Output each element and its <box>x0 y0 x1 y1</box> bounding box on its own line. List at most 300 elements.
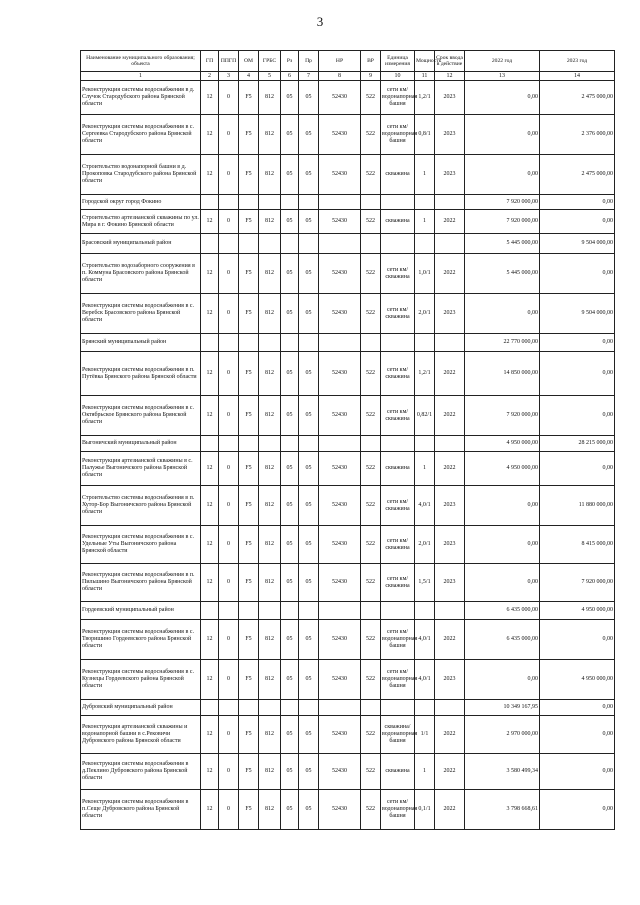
term-cell: 2022 <box>435 254 465 294</box>
power-cell: 4,0/1 <box>415 660 435 700</box>
om-cell: F5 <box>239 564 259 602</box>
power-cell: 1 <box>415 452 435 486</box>
nr-cell: 52430 <box>319 754 361 790</box>
om-cell: F5 <box>239 452 259 486</box>
page-number: 3 <box>316 14 324 29</box>
empty-cell <box>299 334 319 352</box>
grbs-cell: 812 <box>259 210 281 234</box>
empty-cell <box>319 234 361 254</box>
index-cell: 7 <box>299 72 319 81</box>
object-row <box>81 754 615 790</box>
empty-cell <box>259 195 281 210</box>
header-grbs: ГРБС <box>259 51 281 72</box>
grbs-cell: 812 <box>259 564 281 602</box>
grbs-cell: 812 <box>259 294 281 334</box>
header-name: Наименование муниципального образования; объекта <box>81 51 201 72</box>
unit-cell: сети км/скважина <box>381 294 415 334</box>
om-cell: F5 <box>239 115 259 155</box>
amount-2023-cell: 0,00 <box>540 452 615 486</box>
nr-cell: 52430 <box>319 115 361 155</box>
empty-cell <box>239 334 259 352</box>
investment-table <box>80 50 615 830</box>
gp-cell: 12 <box>201 660 219 700</box>
rz-cell: 05 <box>281 716 299 754</box>
empty-cell <box>239 195 259 210</box>
header-pr: Пр <box>299 51 319 72</box>
index-cell: 6 <box>281 72 299 81</box>
gp-cell: 12 <box>201 155 219 195</box>
empty-cell <box>415 234 435 254</box>
empty-cell <box>239 234 259 254</box>
ppgp-cell: 0 <box>219 81 239 115</box>
om-cell: F5 <box>239 155 259 195</box>
vr-cell: 522 <box>361 790 381 830</box>
empty-cell <box>361 602 381 620</box>
empty-cell <box>435 334 465 352</box>
power-cell: 1 <box>415 754 435 790</box>
unit-cell: скважина <box>381 210 415 234</box>
header-power: Мощность <box>415 51 435 72</box>
object-name: Реконструкция системы водоснабжения в с. Сергеевка Стародубского района Брянской области <box>81 115 201 155</box>
index-cell: 11 <box>415 72 435 81</box>
power-cell: 1,0/1 <box>415 254 435 294</box>
empty-cell <box>415 195 435 210</box>
header-ppgp: ППГП <box>219 51 239 72</box>
object-name: Реконструкция системы водоснабжения в с. Веребск Брасовского района Брянской области <box>81 294 201 334</box>
empty-cell <box>381 195 415 210</box>
object-row <box>81 790 615 830</box>
empty-cell <box>219 234 239 254</box>
gp-cell: 12 <box>201 254 219 294</box>
object-row <box>81 660 615 700</box>
ppgp-cell: 0 <box>219 396 239 436</box>
term-cell: 2022 <box>435 452 465 486</box>
object-row <box>81 155 615 195</box>
object-name: Реконструкция системы водоснабжения в п. Путёвка Брянского района Брянской области <box>81 352 201 396</box>
power-cell: 0,8/1 <box>415 115 435 155</box>
section-row <box>81 436 615 452</box>
empty-cell <box>281 195 299 210</box>
amount-2023-cell: 2 475 000,00 <box>540 155 615 195</box>
term-cell: 2022 <box>435 716 465 754</box>
empty-cell <box>281 700 299 716</box>
index-cell: 1 <box>81 72 201 81</box>
gp-cell: 12 <box>201 352 219 396</box>
object-name: Реконструкция системы водоснабжения в д.Пеклино Дубровского района Брянской области <box>81 754 201 790</box>
nr-cell: 52430 <box>319 294 361 334</box>
header-term: Срок ввода в действие <box>435 51 465 72</box>
term-cell: 2023 <box>435 564 465 602</box>
gp-cell: 12 <box>201 486 219 526</box>
empty-cell <box>219 700 239 716</box>
amount-2022-cell: 0,00 <box>465 294 540 334</box>
grbs-cell: 812 <box>259 352 281 396</box>
rz-cell: 05 <box>281 452 299 486</box>
empty-cell <box>361 436 381 452</box>
grbs-cell: 812 <box>259 254 281 294</box>
empty-cell <box>259 436 281 452</box>
object-row <box>81 352 615 396</box>
rz-cell: 05 <box>281 294 299 334</box>
vr-cell: 522 <box>361 115 381 155</box>
nr-cell: 52430 <box>319 564 361 602</box>
grbs-cell: 812 <box>259 81 281 115</box>
section-name: Дубровский муниципальный район <box>81 700 201 716</box>
rz-cell: 05 <box>281 790 299 830</box>
empty-cell <box>381 436 415 452</box>
vr-cell: 522 <box>361 294 381 334</box>
term-cell: 2022 <box>435 352 465 396</box>
empty-cell <box>381 602 415 620</box>
header-rz: Рз <box>281 51 299 72</box>
rz-cell: 05 <box>281 660 299 700</box>
pr-cell: 05 <box>299 660 319 700</box>
ppgp-cell: 0 <box>219 294 239 334</box>
empty-cell <box>299 436 319 452</box>
section-total-2022: 5 445 000,00 <box>465 234 540 254</box>
amount-2022-cell: 0,00 <box>465 115 540 155</box>
section-name: Гордеевский муниципальный район <box>81 602 201 620</box>
amount-2022-cell: 3 798 668,61 <box>465 790 540 830</box>
index-cell: 3 <box>219 72 239 81</box>
empty-cell <box>219 602 239 620</box>
empty-cell <box>259 234 281 254</box>
pr-cell: 05 <box>299 564 319 602</box>
unit-cell: скважина <box>381 155 415 195</box>
gp-cell: 12 <box>201 210 219 234</box>
term-cell: 2022 <box>435 396 465 436</box>
rz-cell: 05 <box>281 155 299 195</box>
power-cell: 2,0/1 <box>415 526 435 564</box>
empty-cell <box>299 602 319 620</box>
term-cell: 2023 <box>435 155 465 195</box>
vr-cell: 522 <box>361 564 381 602</box>
om-cell: F5 <box>239 620 259 660</box>
term-cell: 2022 <box>435 754 465 790</box>
object-name: Строительство водонапорной башни в д. Прокоповка Стародубского района Брянской области <box>81 155 201 195</box>
empty-cell <box>299 700 319 716</box>
empty-cell <box>259 700 281 716</box>
ppgp-cell: 0 <box>219 452 239 486</box>
om-cell: F5 <box>239 486 259 526</box>
vr-cell: 522 <box>361 396 381 436</box>
vr-cell: 522 <box>361 754 381 790</box>
ppgp-cell: 0 <box>219 716 239 754</box>
grbs-cell: 812 <box>259 660 281 700</box>
grbs-cell: 812 <box>259 716 281 754</box>
vr-cell: 522 <box>361 155 381 195</box>
power-cell: 1 <box>415 210 435 234</box>
empty-cell <box>319 602 361 620</box>
amount-2023-cell: 0,00 <box>540 754 615 790</box>
object-row <box>81 452 615 486</box>
header-nr: НР <box>319 51 361 72</box>
object-row <box>81 620 615 660</box>
amount-2023-cell: 0,00 <box>540 620 615 660</box>
empty-cell <box>299 195 319 210</box>
rz-cell: 05 <box>281 486 299 526</box>
pr-cell: 05 <box>299 294 319 334</box>
amount-2022-cell: 0,00 <box>465 564 540 602</box>
term-cell: 2023 <box>435 660 465 700</box>
object-name: Реконструкция системы водоснабжения в с. Удельные Уты Выгоничского района Брянской области <box>81 526 201 564</box>
amount-2022-cell: 7 920 000,00 <box>465 396 540 436</box>
term-cell: 2023 <box>435 294 465 334</box>
object-name: Реконструкция системы водоснабжения в д. Случок Стародубского района Брянской области <box>81 81 201 115</box>
section-total-2022: 4 950 000,00 <box>465 436 540 452</box>
header-2022: 2022 год <box>465 51 540 72</box>
power-cell: 1,5/1 <box>415 564 435 602</box>
index-cell: 2 <box>201 72 219 81</box>
power-cell: 0,82/1 <box>415 396 435 436</box>
grbs-cell: 812 <box>259 452 281 486</box>
empty-cell <box>201 334 219 352</box>
section-total-2023: 28 215 000,00 <box>540 436 615 452</box>
term-cell: 2022 <box>435 790 465 830</box>
empty-cell <box>239 700 259 716</box>
nr-cell: 52430 <box>319 254 361 294</box>
amount-2022-cell: 7 920 000,00 <box>465 210 540 234</box>
nr-cell: 52430 <box>319 486 361 526</box>
amount-2022-cell: 0,00 <box>465 526 540 564</box>
amount-2023-cell: 0,00 <box>540 790 615 830</box>
empty-cell <box>201 234 219 254</box>
rz-cell: 05 <box>281 254 299 294</box>
object-name: Реконструкция артезианской скважины в с. Палужье Выгоничского района Брянской области <box>81 452 201 486</box>
vr-cell: 522 <box>361 486 381 526</box>
empty-cell <box>219 195 239 210</box>
unit-cell: сети км/водонапорная башня <box>381 790 415 830</box>
ppgp-cell: 0 <box>219 155 239 195</box>
empty-cell <box>259 602 281 620</box>
object-name: Реконструкция системы водоснабжения в п. Пильшино Выгоничского района Брянской области <box>81 564 201 602</box>
object-row <box>81 81 615 115</box>
amount-2023-cell: 11 880 000,00 <box>540 486 615 526</box>
object-row <box>81 254 615 294</box>
amount-2023-cell: 8 415 000,00 <box>540 526 615 564</box>
empty-cell <box>239 602 259 620</box>
nr-cell: 52430 <box>319 716 361 754</box>
empty-cell <box>435 700 465 716</box>
section-total-2023: 9 504 000,00 <box>540 234 615 254</box>
pr-cell: 05 <box>299 526 319 564</box>
section-total-2022: 7 920 000,00 <box>465 195 540 210</box>
object-name: Реконструкция системы водоснабжения в п.Сеще Дубровского района Брянской области <box>81 790 201 830</box>
empty-cell <box>415 700 435 716</box>
empty-cell <box>319 700 361 716</box>
empty-cell <box>435 436 465 452</box>
pr-cell: 05 <box>299 155 319 195</box>
grbs-cell: 812 <box>259 486 281 526</box>
table-body <box>81 81 615 830</box>
pr-cell: 05 <box>299 254 319 294</box>
amount-2022-cell: 4 950 000,00 <box>465 452 540 486</box>
section-row <box>81 334 615 352</box>
grbs-cell: 812 <box>259 115 281 155</box>
om-cell: F5 <box>239 526 259 564</box>
term-cell: 2023 <box>435 81 465 115</box>
section-total-2022: 22 770 000,00 <box>465 334 540 352</box>
amount-2023-cell: 9 504 000,00 <box>540 294 615 334</box>
rz-cell: 05 <box>281 620 299 660</box>
unit-cell: сети км/скважина <box>381 396 415 436</box>
amount-2023-cell: 0,00 <box>540 716 615 754</box>
vr-cell: 522 <box>361 620 381 660</box>
empty-cell <box>299 234 319 254</box>
term-cell: 2023 <box>435 526 465 564</box>
amount-2022-cell: 0,00 <box>465 486 540 526</box>
empty-cell <box>361 195 381 210</box>
nr-cell: 52430 <box>319 210 361 234</box>
empty-cell <box>281 334 299 352</box>
nr-cell: 52430 <box>319 396 361 436</box>
pr-cell: 05 <box>299 210 319 234</box>
object-name: Реконструкция артезианской скважины и водонапорной башни в с.Рековичи Дубровского района Брянской области <box>81 716 201 754</box>
gp-cell: 12 <box>201 620 219 660</box>
amount-2022-cell: 0,00 <box>465 81 540 115</box>
nr-cell: 52430 <box>319 155 361 195</box>
section-total-2022: 6 435 000,00 <box>465 602 540 620</box>
empty-cell <box>361 334 381 352</box>
rz-cell: 05 <box>281 352 299 396</box>
term-cell: 2023 <box>435 486 465 526</box>
header-vr: ВР <box>361 51 381 72</box>
vr-cell: 522 <box>361 210 381 234</box>
grbs-cell: 812 <box>259 155 281 195</box>
pr-cell: 05 <box>299 396 319 436</box>
index-cell: 5 <box>259 72 281 81</box>
om-cell: F5 <box>239 81 259 115</box>
ppgp-cell: 0 <box>219 564 239 602</box>
empty-cell <box>319 195 361 210</box>
rz-cell: 05 <box>281 81 299 115</box>
amount-2023-cell: 7 920 000,00 <box>540 564 615 602</box>
pr-cell: 05 <box>299 716 319 754</box>
rz-cell: 05 <box>281 564 299 602</box>
index-cell: 10 <box>381 72 415 81</box>
empty-cell <box>435 602 465 620</box>
ppgp-cell: 0 <box>219 754 239 790</box>
gp-cell: 12 <box>201 115 219 155</box>
amount-2022-cell: 0,00 <box>465 660 540 700</box>
grbs-cell: 812 <box>259 396 281 436</box>
empty-cell <box>281 436 299 452</box>
nr-cell: 52430 <box>319 526 361 564</box>
om-cell: F5 <box>239 716 259 754</box>
ppgp-cell: 0 <box>219 526 239 564</box>
empty-cell <box>361 234 381 254</box>
ppgp-cell: 0 <box>219 254 239 294</box>
empty-cell <box>381 234 415 254</box>
grbs-cell: 812 <box>259 526 281 564</box>
empty-cell <box>415 602 435 620</box>
amount-2022-cell: 5 445 000,00 <box>465 254 540 294</box>
unit-cell: сети км/скважина <box>381 486 415 526</box>
unit-cell: сети км/водонапорная башня <box>381 660 415 700</box>
unit-cell: скважина <box>381 452 415 486</box>
section-row <box>81 602 615 620</box>
empty-cell <box>259 334 281 352</box>
unit-cell: сети км/водонапорная башня <box>381 115 415 155</box>
object-name: Реконструкция системы водоснабжения в с. Творишино Гордеевского района Брянской области <box>81 620 201 660</box>
nr-cell: 52430 <box>319 81 361 115</box>
unit-cell: сети км/скважина <box>381 254 415 294</box>
object-name: Строительство системы водоснабжения в п. Хутор-Бор Выгоничского района Брянской области <box>81 486 201 526</box>
unit-cell: сети км/водонапорная башня <box>381 81 415 115</box>
unit-cell: сети км/водонапорная башня <box>381 620 415 660</box>
section-row <box>81 195 615 210</box>
om-cell: F5 <box>239 352 259 396</box>
gp-cell: 12 <box>201 452 219 486</box>
index-cell: 9 <box>361 72 381 81</box>
amount-2023-cell: 0,00 <box>540 210 615 234</box>
empty-cell <box>201 602 219 620</box>
nr-cell: 52430 <box>319 452 361 486</box>
empty-cell <box>415 436 435 452</box>
object-row <box>81 294 615 334</box>
section-total-2022: 10 349 167,95 <box>465 700 540 716</box>
vr-cell: 522 <box>361 526 381 564</box>
amount-2023-cell: 0,00 <box>540 396 615 436</box>
empty-cell <box>381 334 415 352</box>
ppgp-cell: 0 <box>219 115 239 155</box>
rz-cell: 05 <box>281 115 299 155</box>
pr-cell: 05 <box>299 754 319 790</box>
term-cell: 2022 <box>435 210 465 234</box>
gp-cell: 12 <box>201 790 219 830</box>
empty-cell <box>239 436 259 452</box>
vr-cell: 522 <box>361 81 381 115</box>
om-cell: F5 <box>239 790 259 830</box>
gp-cell: 12 <box>201 294 219 334</box>
gp-cell: 12 <box>201 754 219 790</box>
empty-cell <box>319 334 361 352</box>
nr-cell: 52430 <box>319 352 361 396</box>
ppgp-cell: 0 <box>219 486 239 526</box>
nr-cell: 52430 <box>319 660 361 700</box>
amount-2022-cell: 14 850 000,00 <box>465 352 540 396</box>
ppgp-cell: 0 <box>219 620 239 660</box>
unit-cell: скважина/водонапорная башня <box>381 716 415 754</box>
section-total-2023: 0,00 <box>540 334 615 352</box>
index-cell: 8 <box>319 72 361 81</box>
section-row <box>81 234 615 254</box>
empty-cell <box>381 700 415 716</box>
empty-cell <box>435 195 465 210</box>
gp-cell: 12 <box>201 81 219 115</box>
object-row <box>81 486 615 526</box>
header-om: ОМ <box>239 51 259 72</box>
amount-2022-cell: 0,00 <box>465 155 540 195</box>
pr-cell: 05 <box>299 620 319 660</box>
pr-cell: 05 <box>299 790 319 830</box>
om-cell: F5 <box>239 754 259 790</box>
power-cell: 1 <box>415 155 435 195</box>
empty-cell <box>415 334 435 352</box>
nr-cell: 52430 <box>319 620 361 660</box>
pr-cell: 05 <box>299 81 319 115</box>
section-total-2023: 0,00 <box>540 700 615 716</box>
index-cell: 12 <box>435 72 465 81</box>
gp-cell: 12 <box>201 716 219 754</box>
section-name: Городской округ город Фокино <box>81 195 201 210</box>
empty-cell <box>435 234 465 254</box>
empty-cell <box>219 436 239 452</box>
empty-cell <box>361 700 381 716</box>
ppgp-cell: 0 <box>219 210 239 234</box>
section-name: Брянский муниципальный район <box>81 334 201 352</box>
om-cell: F5 <box>239 396 259 436</box>
